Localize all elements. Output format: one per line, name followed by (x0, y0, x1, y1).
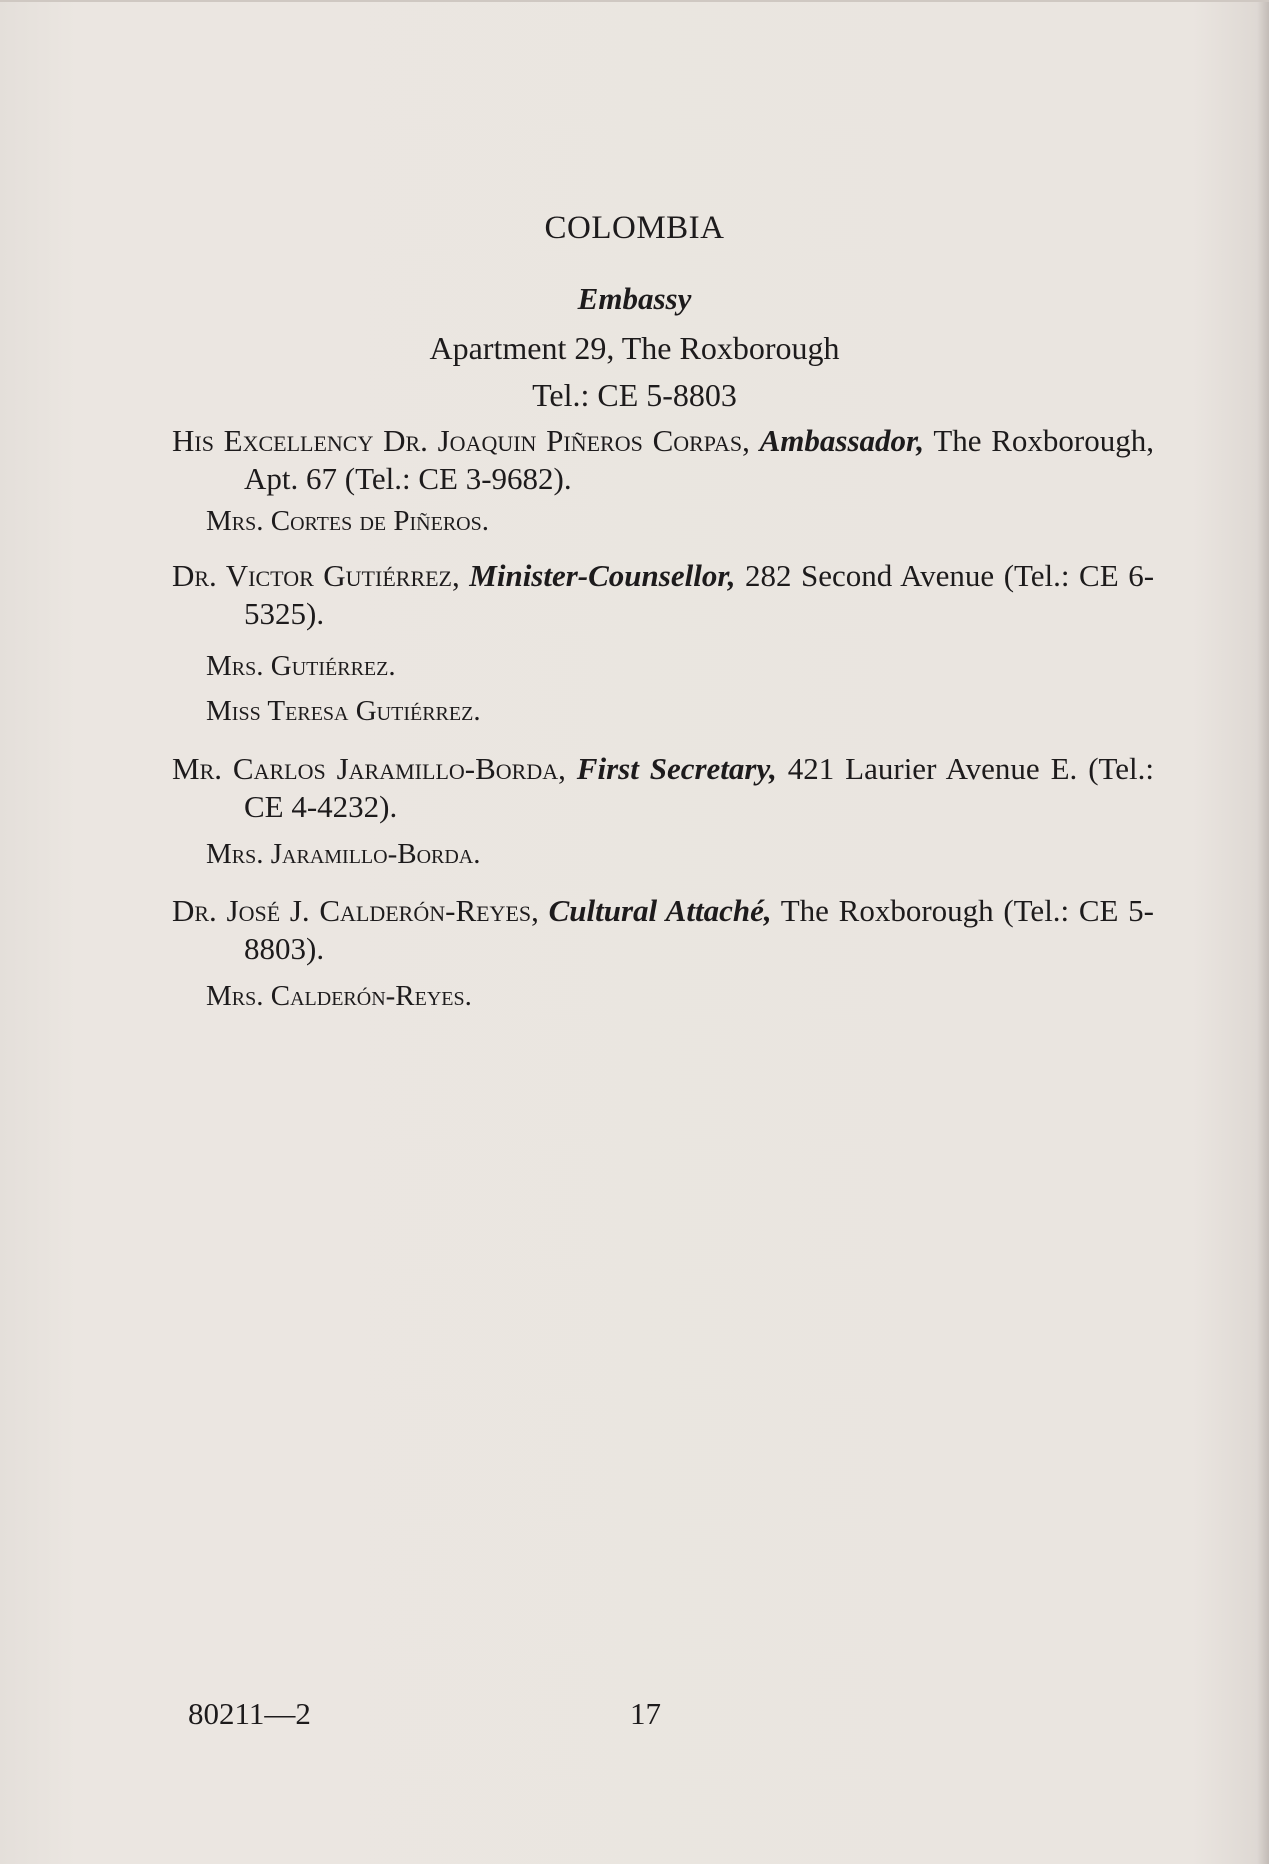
family-member: Mrs. Cortes de Piñeros. (206, 505, 489, 537)
staff-details: The Roxborough, Apt. 67 (Tel.: CE 3-9682). (244, 423, 1154, 496)
staff-name: His Excellency Dr. Joaquin Piñeros Corpas, (172, 423, 750, 458)
staff-title: Cultural Attaché, (548, 893, 772, 928)
staff-name: Dr. Victor Gutiérrez, (172, 558, 460, 593)
staff-entry (172, 422, 1154, 498)
family-member: Mrs. Jaramillo-Borda. (206, 838, 481, 870)
staff-details: The Roxborough (Tel.: CE 5-8803). (244, 893, 1154, 966)
staff-name: Mr. Carlos Jaramillo-Borda, (172, 751, 566, 786)
section-heading: Embassy (577, 281, 692, 316)
family-member: Miss Teresa Gutiérrez. (206, 695, 481, 727)
staff-details: 282 Second Avenue (Tel.: CE 6-5325). (244, 558, 1155, 631)
embassy-address: Apartment 29, The Roxborough (429, 330, 840, 366)
embassy-telephone: Tel.: CE 5-8803 (532, 377, 737, 413)
print-code: 80211—2 (188, 1696, 311, 1731)
staff-entry (172, 557, 1154, 633)
family-member: Mrs. Gutiérrez. (206, 650, 396, 682)
staff-entry (172, 892, 1154, 968)
page-number: 17 (630, 1696, 661, 1731)
country-heading: COLOMBIA (544, 210, 725, 246)
staff-title: Ambassador, (759, 423, 925, 458)
staff-title: Minister-Counsellor, (469, 558, 736, 593)
staff-name: Dr. José J. Calderón-Reyes, (172, 893, 539, 928)
staff-entry (172, 750, 1154, 826)
staff-details: 421 Laurier Avenue E. (Tel.: CE 4-4232). (244, 751, 1155, 824)
staff-title: First Secretary, (576, 751, 777, 786)
family-member: Mrs. Calderón-Reyes. (206, 980, 472, 1012)
